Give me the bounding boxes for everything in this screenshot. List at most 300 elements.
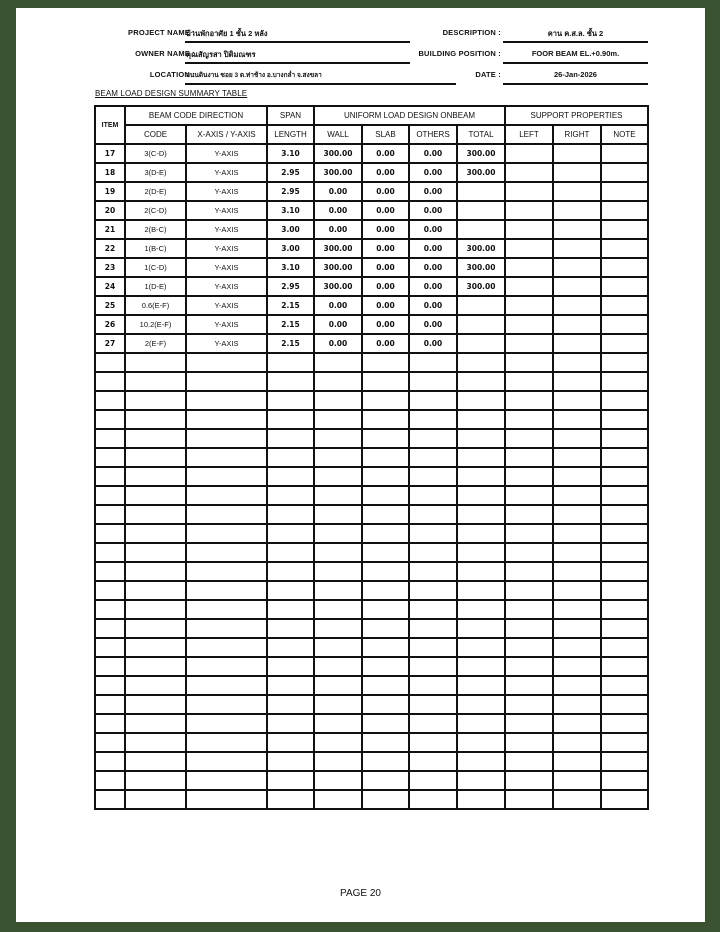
empty-cell	[125, 353, 186, 372]
cell-total: 300.00	[457, 239, 505, 258]
empty-cell	[553, 695, 601, 714]
cell-note	[601, 296, 648, 315]
empty-cell	[601, 581, 648, 600]
description-underline	[503, 41, 648, 43]
empty-cell	[505, 638, 553, 657]
cell-item: 20	[95, 201, 125, 220]
description-value: คาน ค.ส.ล. ชั้น 2	[547, 29, 604, 38]
table-row	[95, 296, 648, 315]
cell-slab: 0.00	[362, 144, 409, 163]
cell-others: 0.00	[409, 258, 457, 277]
empty-cell	[186, 600, 267, 619]
cell-axis: Y-AXIS	[186, 201, 267, 220]
cell-right	[553, 144, 601, 163]
empty-cell	[505, 695, 553, 714]
description-label: DESCRIPTION :	[442, 28, 501, 37]
empty-cell	[314, 638, 362, 657]
cell-length: 3.00	[267, 220, 314, 239]
empty-cell	[267, 467, 314, 486]
empty-cell	[362, 486, 409, 505]
empty-cell	[505, 752, 553, 771]
empty-cell	[362, 619, 409, 638]
cell-code: 1(D-E)	[125, 277, 186, 296]
empty-cell	[314, 657, 362, 676]
cell-code: 2(D-E)	[125, 182, 186, 201]
cell-left	[505, 163, 553, 182]
empty-cell	[362, 505, 409, 524]
cell-wall: 300.00	[314, 239, 362, 258]
empty-cell	[267, 562, 314, 581]
empty-row	[95, 448, 648, 467]
empty-cell	[409, 657, 457, 676]
cell-total: 300.00	[457, 144, 505, 163]
empty-row	[95, 733, 648, 752]
empty-cell	[457, 372, 505, 391]
empty-cell	[601, 353, 648, 372]
empty-row	[95, 695, 648, 714]
cell-axis: Y-AXIS	[186, 144, 267, 163]
empty-cell	[362, 771, 409, 790]
empty-cell	[553, 372, 601, 391]
empty-cell	[362, 752, 409, 771]
cell-right	[553, 315, 601, 334]
cell-slab: 0.00	[362, 201, 409, 220]
th-others: OTHERS	[409, 125, 457, 144]
empty-cell	[314, 448, 362, 467]
empty-cell	[125, 391, 186, 410]
empty-cell	[457, 448, 505, 467]
empty-cell	[314, 467, 362, 486]
empty-cell	[362, 562, 409, 581]
empty-cell	[186, 714, 267, 733]
empty-cell	[553, 771, 601, 790]
empty-cell	[125, 486, 186, 505]
cell-wall: 300.00	[314, 258, 362, 277]
empty-cell	[457, 505, 505, 524]
cell-left	[505, 144, 553, 163]
project-name-underline	[185, 41, 410, 43]
owner-name-label: OWNER NAME :	[135, 49, 195, 58]
empty-cell	[553, 790, 601, 809]
location-label: LOCATION :	[149, 70, 195, 79]
empty-cell	[601, 790, 648, 809]
empty-row	[95, 505, 648, 524]
empty-cell	[553, 733, 601, 752]
empty-cell	[505, 524, 553, 543]
empty-cell	[362, 695, 409, 714]
empty-cell	[601, 467, 648, 486]
empty-cell	[457, 657, 505, 676]
cell-item: 23	[95, 258, 125, 277]
th-right: RIGHT	[553, 125, 601, 144]
empty-cell	[267, 391, 314, 410]
empty-cell	[95, 581, 125, 600]
cell-axis: Y-AXIS	[186, 239, 267, 258]
empty-cell	[314, 771, 362, 790]
cell-item: 21	[95, 220, 125, 239]
th-length: LENGTH	[267, 125, 314, 144]
cell-right	[553, 201, 601, 220]
empty-cell	[362, 676, 409, 695]
cell-total	[457, 296, 505, 315]
empty-cell	[409, 581, 457, 600]
empty-cell	[186, 657, 267, 676]
empty-row	[95, 486, 648, 505]
empty-row	[95, 562, 648, 581]
empty-cell	[314, 676, 362, 695]
cell-length: 2.15	[267, 296, 314, 315]
cell-note	[601, 258, 648, 277]
cell-wall: 0.00	[314, 296, 362, 315]
empty-row	[95, 638, 648, 657]
empty-cell	[186, 448, 267, 467]
empty-cell	[314, 486, 362, 505]
empty-row	[95, 619, 648, 638]
empty-cell	[95, 486, 125, 505]
cell-note	[601, 239, 648, 258]
empty-cell	[553, 524, 601, 543]
empty-cell	[409, 353, 457, 372]
building-position-label: BUILDING POSITION :	[418, 49, 501, 58]
empty-cell	[267, 448, 314, 467]
empty-cell	[267, 714, 314, 733]
empty-cell	[553, 410, 601, 429]
empty-cell	[409, 752, 457, 771]
empty-cell	[267, 600, 314, 619]
empty-row	[95, 410, 648, 429]
empty-cell	[601, 733, 648, 752]
empty-cell	[553, 752, 601, 771]
cell-axis: Y-AXIS	[186, 296, 267, 315]
empty-cell	[362, 353, 409, 372]
empty-cell	[95, 733, 125, 752]
empty-cell	[601, 657, 648, 676]
empty-cell	[125, 448, 186, 467]
empty-row	[95, 391, 648, 410]
empty-cell	[409, 448, 457, 467]
empty-cell	[362, 543, 409, 562]
table-row	[95, 277, 648, 296]
empty-cell	[601, 505, 648, 524]
empty-cell	[505, 429, 553, 448]
empty-cell	[267, 486, 314, 505]
empty-cell	[601, 410, 648, 429]
cell-others: 0.00	[409, 239, 457, 258]
empty-cell	[125, 372, 186, 391]
cell-slab: 0.00	[362, 182, 409, 201]
building-position-underline	[503, 62, 648, 64]
empty-row	[95, 676, 648, 695]
empty-cell	[457, 714, 505, 733]
table-row	[95, 144, 648, 163]
cell-right	[553, 239, 601, 258]
empty-cell	[553, 562, 601, 581]
th-code: CODE	[125, 125, 186, 144]
empty-cell	[601, 600, 648, 619]
empty-cell	[362, 733, 409, 752]
empty-cell	[505, 448, 553, 467]
empty-cell	[125, 733, 186, 752]
empty-row	[95, 543, 648, 562]
empty-cell	[186, 581, 267, 600]
cell-code: 3(C-D)	[125, 144, 186, 163]
empty-cell	[505, 676, 553, 695]
beam-load-table	[94, 105, 649, 810]
empty-cell	[186, 676, 267, 695]
empty-cell	[186, 695, 267, 714]
empty-row	[95, 581, 648, 600]
empty-cell	[505, 771, 553, 790]
empty-cell	[362, 600, 409, 619]
empty-cell	[601, 486, 648, 505]
cell-note	[601, 201, 648, 220]
empty-cell	[457, 486, 505, 505]
cell-length: 3.10	[267, 144, 314, 163]
empty-cell	[267, 657, 314, 676]
empty-row	[95, 790, 648, 809]
empty-cell	[314, 353, 362, 372]
empty-cell	[125, 657, 186, 676]
empty-cell	[505, 714, 553, 733]
cell-right	[553, 182, 601, 201]
empty-cell	[95, 391, 125, 410]
cell-axis: Y-AXIS	[186, 258, 267, 277]
cell-note	[601, 163, 648, 182]
empty-cell	[95, 429, 125, 448]
empty-cell	[186, 543, 267, 562]
empty-cell	[125, 695, 186, 714]
cell-slab: 0.00	[362, 258, 409, 277]
empty-row	[95, 771, 648, 790]
empty-cell	[95, 543, 125, 562]
empty-cell	[267, 638, 314, 657]
cell-note	[601, 220, 648, 239]
cell-others: 0.00	[409, 144, 457, 163]
cell-others: 0.00	[409, 315, 457, 334]
cell-axis: Y-AXIS	[186, 277, 267, 296]
empty-cell	[601, 543, 648, 562]
empty-cell	[553, 657, 601, 676]
empty-cell	[267, 524, 314, 543]
empty-cell	[505, 581, 553, 600]
cell-total: 300.00	[457, 277, 505, 296]
empty-cell	[314, 562, 362, 581]
empty-cell	[314, 733, 362, 752]
empty-cell	[505, 391, 553, 410]
cell-note	[601, 144, 648, 163]
cell-item: 26	[95, 315, 125, 334]
empty-row	[95, 429, 648, 448]
empty-cell	[267, 676, 314, 695]
cell-others: 0.00	[409, 277, 457, 296]
cell-axis: Y-AXIS	[186, 220, 267, 239]
building-position-value: FOOR BEAM EL.+0.90m.	[531, 49, 620, 58]
empty-cell	[95, 467, 125, 486]
cell-item: 27	[95, 334, 125, 353]
cell-item: 22	[95, 239, 125, 258]
empty-cell	[95, 657, 125, 676]
th-slab: SLAB	[362, 125, 409, 144]
empty-cell	[601, 638, 648, 657]
empty-cell	[457, 619, 505, 638]
empty-cell	[95, 524, 125, 543]
cell-code: 2(E-F)	[125, 334, 186, 353]
empty-cell	[267, 790, 314, 809]
empty-cell	[409, 391, 457, 410]
cell-item: 24	[95, 277, 125, 296]
cell-axis: Y-AXIS	[186, 315, 267, 334]
cell-length: 2.95	[267, 277, 314, 296]
empty-cell	[186, 733, 267, 752]
empty-row	[95, 467, 648, 486]
empty-cell	[362, 714, 409, 733]
empty-cell	[314, 600, 362, 619]
empty-cell	[457, 543, 505, 562]
empty-cell	[95, 714, 125, 733]
empty-cell	[95, 771, 125, 790]
empty-cell	[362, 790, 409, 809]
empty-cell	[186, 429, 267, 448]
empty-cell	[186, 372, 267, 391]
empty-cell	[553, 448, 601, 467]
empty-cell	[186, 505, 267, 524]
cell-length: 3.10	[267, 258, 314, 277]
th-item: ITEM	[95, 106, 125, 144]
empty-cell	[457, 676, 505, 695]
cell-others: 0.00	[409, 163, 457, 182]
empty-cell	[362, 657, 409, 676]
cell-code: 1(C-D)	[125, 258, 186, 277]
table-row	[95, 334, 648, 353]
empty-cell	[125, 543, 186, 562]
empty-cell	[409, 714, 457, 733]
cell-axis: Y-AXIS	[186, 334, 267, 353]
empty-cell	[95, 695, 125, 714]
cell-wall: 300.00	[314, 277, 362, 296]
empty-cell	[125, 676, 186, 695]
cell-slab: 0.00	[362, 277, 409, 296]
cell-slab: 0.00	[362, 163, 409, 182]
cell-total	[457, 315, 505, 334]
empty-cell	[601, 448, 648, 467]
empty-cell	[553, 467, 601, 486]
empty-cell	[553, 505, 601, 524]
empty-cell	[95, 448, 125, 467]
cell-left	[505, 220, 553, 239]
empty-cell	[409, 372, 457, 391]
empty-cell	[186, 391, 267, 410]
empty-cell	[409, 638, 457, 657]
empty-cell	[267, 410, 314, 429]
cell-others: 0.00	[409, 182, 457, 201]
cell-wall: 300.00	[314, 163, 362, 182]
empty-cell	[457, 429, 505, 448]
empty-cell	[362, 391, 409, 410]
th-beam-code-direction: BEAM CODE DIRECTION	[125, 106, 267, 125]
empty-cell	[267, 505, 314, 524]
project-name-label: PROJECT NAME :	[128, 28, 195, 37]
cell-others: 0.00	[409, 296, 457, 315]
cell-wall: 0.00	[314, 220, 362, 239]
empty-cell	[125, 581, 186, 600]
empty-cell	[362, 429, 409, 448]
project-name-value: บ้านพักอาศัย 1 ชั้น 2 หลัง	[186, 29, 268, 38]
header-row-1	[95, 106, 648, 125]
empty-cell	[457, 562, 505, 581]
empty-cell	[95, 752, 125, 771]
cell-length: 3.10	[267, 201, 314, 220]
cell-slab: 0.00	[362, 296, 409, 315]
empty-cell	[314, 505, 362, 524]
empty-cell	[457, 600, 505, 619]
th-note: NOTE	[601, 125, 648, 144]
cell-left	[505, 334, 553, 353]
empty-cell	[457, 790, 505, 809]
cell-left	[505, 239, 553, 258]
empty-cell	[125, 467, 186, 486]
table-row	[95, 315, 648, 334]
empty-cell	[125, 524, 186, 543]
empty-cell	[505, 790, 553, 809]
table-caption: BEAM LOAD DESIGN SUMMARY TABLE	[95, 89, 248, 98]
th-total: TOTAL	[457, 125, 505, 144]
empty-row	[95, 657, 648, 676]
cell-length: 2.95	[267, 182, 314, 201]
cell-total: 300.00	[457, 258, 505, 277]
empty-cell	[457, 771, 505, 790]
th-wall: WALL	[314, 125, 362, 144]
empty-row	[95, 714, 648, 733]
empty-cell	[362, 581, 409, 600]
empty-cell	[362, 372, 409, 391]
empty-cell	[457, 638, 505, 657]
empty-cell	[409, 543, 457, 562]
cell-left	[505, 296, 553, 315]
empty-cell	[314, 714, 362, 733]
empty-cell	[267, 581, 314, 600]
empty-cell	[125, 505, 186, 524]
empty-cell	[409, 619, 457, 638]
cell-axis: Y-AXIS	[186, 163, 267, 182]
empty-cell	[314, 581, 362, 600]
empty-cell	[125, 790, 186, 809]
cell-item: 19	[95, 182, 125, 201]
location-underline	[185, 83, 456, 85]
empty-cell	[186, 486, 267, 505]
empty-cell	[601, 391, 648, 410]
empty-cell	[601, 771, 648, 790]
empty-cell	[409, 505, 457, 524]
empty-cell	[505, 372, 553, 391]
empty-cell	[267, 752, 314, 771]
empty-cell	[553, 486, 601, 505]
cell-right	[553, 296, 601, 315]
cell-others: 0.00	[409, 220, 457, 239]
empty-cell	[505, 600, 553, 619]
th-axis: X-AXIS / Y-AXIS	[186, 125, 267, 144]
empty-cell	[267, 733, 314, 752]
empty-row	[95, 353, 648, 372]
empty-cell	[314, 790, 362, 809]
empty-cell	[186, 562, 267, 581]
empty-cell	[95, 638, 125, 657]
cell-left	[505, 182, 553, 201]
empty-cell	[601, 714, 648, 733]
empty-cell	[409, 695, 457, 714]
cell-left	[505, 277, 553, 296]
cell-wall: 0.00	[314, 334, 362, 353]
empty-cell	[267, 543, 314, 562]
